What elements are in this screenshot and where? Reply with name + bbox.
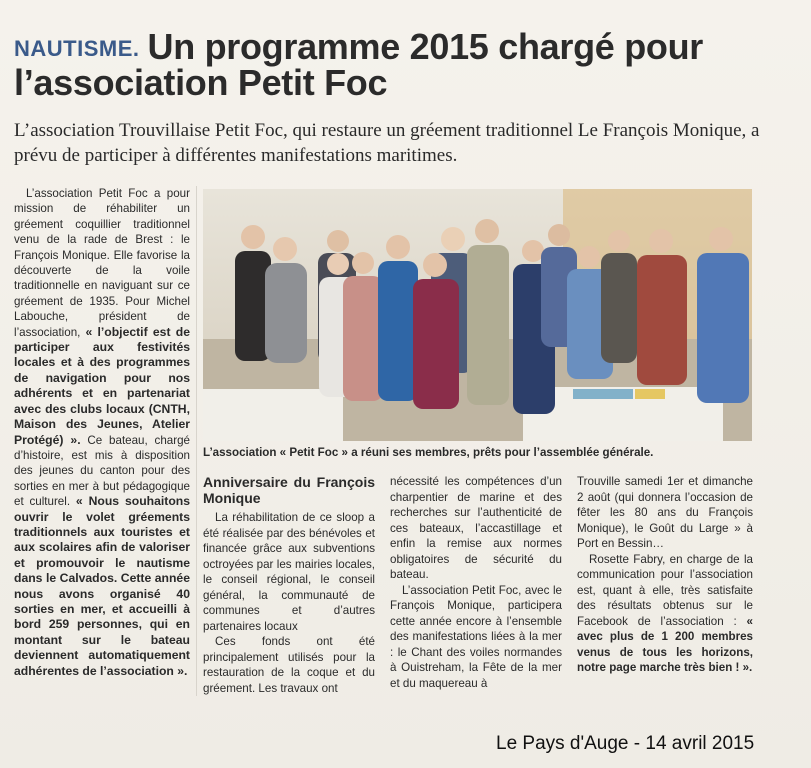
lead-paragraph: L’association Trouvillaise Petit Foc, qui restaure un gréement traditionnel Le François Monique, a prévu de participer à différentes manifestations maritimes.: [14, 120, 760, 166]
col2-p1: La réhabilitation de ce sloop a été réalisée par des bénévoles et financée grâce aux subventions octroyées par les mairies locales, le conseil régional, le conseil général, la communauté de communes et d’autres partenaires locaux: [203, 511, 375, 633]
column-3: [390, 474, 562, 691]
col1-quote1: « l’objectif est de participer aux festivités locales et à des programmes de navigation pour nos adhérents et en partenariat avec des clubs locaux (CNTH, Maison des Jeunes, Atelier Protégé) ».: [14, 324, 190, 447]
kicker: NAUTISME.: [14, 36, 140, 61]
col4-quote: « avec plus de 1 200 membres venus de tous les horizons, notre page marche très bien ! ».: [577, 614, 753, 674]
col1-text: [14, 186, 190, 679]
col3-p1: nécessité les compétences d’un charpentier de marine et des recherches sur l’authenticité de ces bateaux, l’accastillage et enfin la remise aux normes obligatoires de sécurité du bateau.: [390, 475, 562, 581]
column-divider: [196, 186, 197, 696]
col4-p2: [577, 552, 753, 676]
column-4: [577, 474, 753, 676]
col3-p2: L’association Petit Foc, avec le François Monique, participera cette année encore à l’ensemble des manifestations liées à la mer : le Chant des voiles normandes à Ouistreham, la Fête de la mer et du maquereau à: [390, 583, 562, 690]
col2-p2: Ces fonds ont été principalement utilisés pour la restauration de la coque et du gréement. Les travaux ont: [203, 635, 375, 695]
column-1: [14, 186, 190, 679]
photo-caption: L’association « Petit Foc » a réuni ses membres, prêts pour l’assemblée générale.: [203, 446, 654, 459]
headline: [14, 26, 794, 103]
photo-illustration: [203, 189, 752, 441]
col4-p2-text: Rosette Fabry, en charge de la communication pour l’association est, quant à elle, très satisfaite des résultats obtenus sur le Facebook de l’association :: [577, 552, 753, 628]
column-2: [203, 474, 375, 696]
source-credit: Le Pays d'Auge - 14 avril 2015: [496, 733, 755, 754]
headline-text: Un programme 2015 chargé pour l’association Petit Foc: [14, 26, 703, 103]
col4-p1: Trouville samedi 1er et dimanche 2 août (qui donnera l’occasion de fêter les 80 ans du François Monique), le Goût du Large » à Port en Bessin…: [577, 475, 753, 550]
subheading: Anniversaire du François Monique: [203, 474, 375, 506]
group-photo: [203, 189, 752, 441]
col1-quote2: « Nous souhaitons ouvrir le volet gréements traditionnels aux touristes et aux scolaires afin de valoriser et promouvoir le nautisme dans le Calvados. Cette année nous avons organisé 40 sorties en mer, et accueilli à bord 259 personnes, qui en montant sur le bateau deviennent automatiquement adhérentes de l’association ».: [14, 494, 190, 678]
col1-p2: Ce bateau, chargé d’histoire, est mis à disposition des jeunes du canton pour des sorties en mer à but pédagogique et culturel.: [14, 433, 190, 509]
col1-p1: L’association Petit Foc a pour mission de réhabiliter un gréement coquillier traditionnel venu de la rade de Brest : le François Monique. Elle favorise la découverte de la voile traditionnelle en naviguant sur ce gréement de 1935. Pour Michel Labouche, président de l’association,: [14, 187, 190, 339]
